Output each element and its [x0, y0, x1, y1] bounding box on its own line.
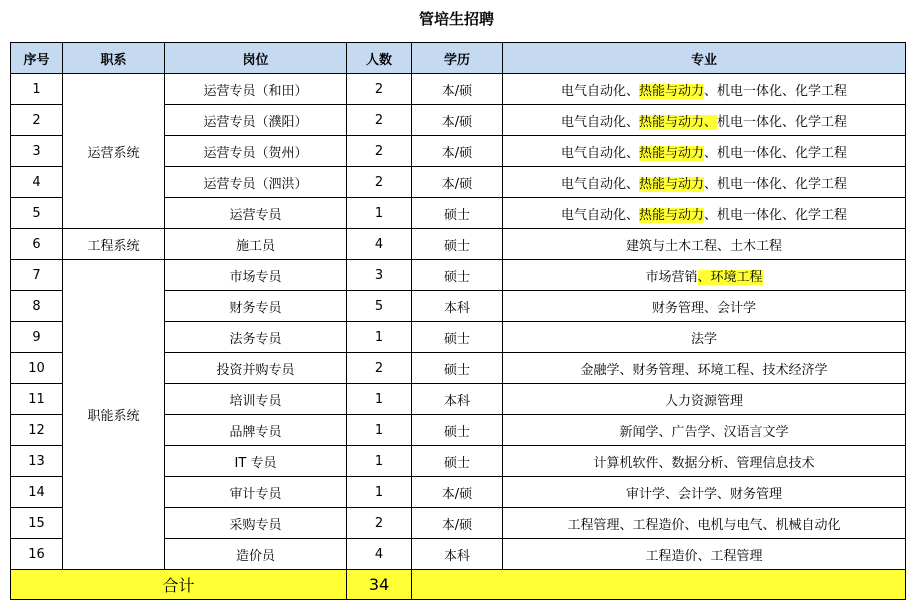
major-text: 金融学、财务管理、环境工程、技术经济学 [580, 362, 828, 378]
major-highlight: 热能与动力 [638, 83, 704, 99]
cell-post[interactable]: 培训专员 [165, 384, 347, 415]
cell-education[interactable]: 本科 [412, 539, 503, 570]
cell-post[interactable]: 运营专员（濮阳） [165, 105, 347, 136]
page-title: 管培生招聘 [418, 10, 494, 28]
cell-education[interactable]: 硕士 [412, 446, 503, 477]
cell-post[interactable]: 施工员 [165, 229, 347, 260]
cell-serial[interactable]: 5 [11, 198, 63, 229]
cell-serial[interactable]: 2 [11, 105, 63, 136]
total-blank[interactable] [412, 570, 906, 600]
cell-major[interactable] [503, 477, 906, 508]
cell-major[interactable] [503, 446, 906, 477]
cell-count[interactable]: 1 [347, 446, 412, 477]
cell-education[interactable]: 本/硕 [412, 74, 503, 105]
cell-serial[interactable]: 7 [11, 260, 63, 291]
cell-major[interactable] [503, 539, 906, 570]
major-text: 电气自动化、 [560, 145, 639, 161]
major-highlight: 、环境工程 [697, 269, 763, 285]
cell-education[interactable]: 本/硕 [412, 136, 503, 167]
table-row [11, 229, 906, 260]
header-post[interactable]: 岗位 [165, 43, 347, 74]
cell-serial[interactable]: 11 [11, 384, 63, 415]
cell-count[interactable]: 2 [347, 508, 412, 539]
cell-major[interactable] [503, 291, 906, 322]
cell-count[interactable]: 1 [347, 384, 412, 415]
cell-serial[interactable]: 15 [11, 508, 63, 539]
cell-major[interactable] [503, 105, 906, 136]
cell-major[interactable] [503, 198, 906, 229]
cell-major[interactable] [503, 229, 906, 260]
cell-count[interactable]: 2 [347, 74, 412, 105]
cell-serial[interactable]: 12 [11, 415, 63, 446]
cell-education[interactable]: 本/硕 [412, 477, 503, 508]
major-text-rest: 、机电一体化、化学工程 [704, 207, 848, 223]
cell-post[interactable]: IT 专员 [165, 446, 347, 477]
cell-count[interactable]: 2 [347, 167, 412, 198]
cell-count[interactable]: 4 [347, 229, 412, 260]
header-education[interactable]: 学历 [412, 43, 503, 74]
cell-count[interactable]: 2 [347, 105, 412, 136]
major-text: 电气自动化、 [560, 83, 639, 99]
header-system[interactable]: 职系 [63, 43, 165, 74]
cell-serial[interactable]: 6 [11, 229, 63, 260]
cell-post[interactable]: 运营专员（泗洪） [165, 167, 347, 198]
cell-post[interactable]: 造价员 [165, 539, 347, 570]
cell-count[interactable]: 1 [347, 477, 412, 508]
cell-education[interactable]: 硕士 [412, 353, 503, 384]
cell-count[interactable]: 1 [347, 322, 412, 353]
total-row [11, 570, 906, 600]
cell-serial[interactable]: 1 [11, 74, 63, 105]
major-text-rest: 、机电一体化、化学工程 [704, 83, 848, 99]
cell-major[interactable] [503, 167, 906, 198]
cell-education[interactable]: 硕士 [412, 322, 503, 353]
cell-education[interactable]: 硕士 [412, 229, 503, 260]
cell-post[interactable]: 投资并购专员 [165, 353, 347, 384]
cell-count[interactable]: 5 [347, 291, 412, 322]
cell-post[interactable]: 法务专员 [165, 322, 347, 353]
header-serial[interactable]: 序号 [11, 43, 63, 74]
cell-serial[interactable]: 13 [11, 446, 63, 477]
major-text: 市场营销 [645, 269, 698, 285]
cell-serial[interactable]: 9 [11, 322, 63, 353]
cell-system[interactable]: 运营系统 [63, 74, 165, 229]
cell-major[interactable] [503, 508, 906, 539]
cell-count[interactable]: 4 [347, 539, 412, 570]
cell-post[interactable]: 运营专员 [165, 198, 347, 229]
major-text-rest: 、机电一体化、化学工程 [704, 145, 848, 161]
major-text-rest: 机电一体化、化学工程 [717, 114, 848, 130]
header-major[interactable]: 专业 [503, 43, 906, 74]
cell-education[interactable]: 本科 [412, 384, 503, 415]
cell-education[interactable]: 本/硕 [412, 508, 503, 539]
table-row [11, 74, 906, 105]
cell-system[interactable]: 职能系统 [63, 260, 165, 570]
table-row [11, 260, 906, 291]
total-label[interactable]: 合计 [11, 570, 347, 600]
major-text: 计算机软件、数据分析、管理信息技术 [593, 455, 815, 471]
major-highlight: 热能与动力、 [638, 114, 717, 130]
cell-serial[interactable]: 16 [11, 539, 63, 570]
major-text: 审计学、会计学、财务管理 [625, 486, 782, 502]
cell-system[interactable]: 工程系统 [63, 229, 165, 260]
cell-education[interactable]: 本/硕 [412, 167, 503, 198]
cell-education[interactable]: 硕士 [412, 260, 503, 291]
major-text-rest: 、机电一体化、化学工程 [704, 176, 848, 192]
cell-post[interactable]: 市场专员 [165, 260, 347, 291]
cell-count[interactable]: 3 [347, 260, 412, 291]
major-highlight: 热能与动力 [638, 176, 704, 192]
cell-post[interactable]: 运营专员（贺州） [165, 136, 347, 167]
cell-serial[interactable]: 10 [11, 353, 63, 384]
cell-count[interactable]: 2 [347, 353, 412, 384]
header-count[interactable]: 人数 [347, 43, 412, 74]
total-count[interactable]: 34 [347, 570, 412, 600]
cell-major[interactable] [503, 415, 906, 446]
major-text: 新闻学、广告学、汉语言文学 [619, 424, 789, 440]
cell-serial[interactable]: 8 [11, 291, 63, 322]
cell-post[interactable]: 品牌专员 [165, 415, 347, 446]
cell-major[interactable] [503, 74, 906, 105]
cell-major[interactable] [503, 136, 906, 167]
cell-education[interactable]: 硕士 [412, 415, 503, 446]
cell-post[interactable]: 审计专员 [165, 477, 347, 508]
major-text: 建筑与土木工程、土木工程 [625, 238, 782, 254]
cell-major[interactable] [503, 384, 906, 415]
major-highlight: 热能与动力 [638, 207, 704, 223]
major-text: 电气自动化、 [560, 114, 639, 130]
major-text: 电气自动化、 [560, 207, 639, 223]
cell-education[interactable]: 硕士 [412, 198, 503, 229]
cell-count[interactable]: 1 [347, 415, 412, 446]
cell-count[interactable]: 1 [347, 198, 412, 229]
cell-post[interactable]: 财务专员 [165, 291, 347, 322]
cell-serial[interactable]: 3 [11, 136, 63, 167]
major-text: 法学 [690, 331, 717, 347]
header-row [11, 43, 906, 74]
cell-major[interactable] [503, 322, 906, 353]
cell-education[interactable]: 本科 [412, 291, 503, 322]
recruitment-table [10, 42, 906, 600]
cell-post[interactable]: 采购专员 [165, 508, 347, 539]
cell-serial[interactable]: 14 [11, 477, 63, 508]
cell-serial[interactable]: 4 [11, 167, 63, 198]
cell-count[interactable]: 2 [347, 136, 412, 167]
major-text: 工程管理、工程造价、电机与电气、机械自动化 [567, 517, 841, 533]
major-text: 人力资源管理 [664, 393, 743, 409]
cell-education[interactable]: 本/硕 [412, 105, 503, 136]
major-highlight: 热能与动力 [638, 145, 704, 161]
major-text: 工程造价、工程管理 [645, 548, 763, 564]
cell-major[interactable] [503, 260, 906, 291]
major-text: 财务管理、会计学 [651, 300, 756, 316]
cell-major[interactable] [503, 353, 906, 384]
major-text: 电气自动化、 [560, 176, 639, 192]
cell-post[interactable]: 运营专员（和田） [165, 74, 347, 105]
